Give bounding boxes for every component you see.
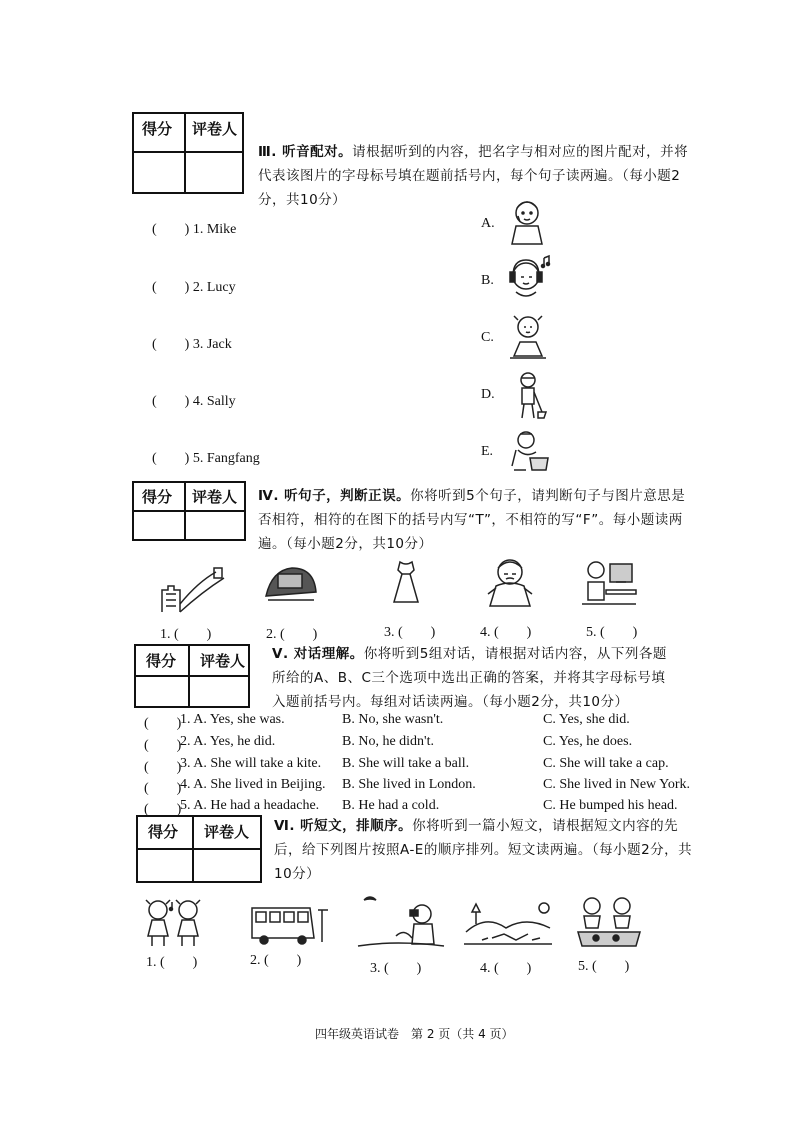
- family-picnic-picture: [574, 894, 644, 950]
- s6-label-1[interactable]: 1. ( ): [146, 955, 198, 970]
- s3-item-5: ( ) 5. Fangfang: [152, 451, 260, 466]
- boy-washing-picture: [506, 428, 552, 476]
- option-b: B. She will take a ball.: [342, 756, 470, 771]
- s6-label-2[interactable]: 2. ( ): [250, 953, 302, 968]
- girls-singing-picture: [138, 896, 210, 948]
- girl-thinking-picture: [506, 196, 548, 246]
- answer-bracket[interactable]: ( ): [152, 222, 190, 237]
- s4-label-3[interactable]: 3. ( ): [384, 625, 436, 640]
- s4-label-5[interactable]: 5. ( ): [586, 625, 638, 640]
- girl-reading-picture: [506, 312, 550, 362]
- answer-bracket[interactable]: ( ): [152, 394, 190, 409]
- girl-headphones-picture: [502, 252, 554, 302]
- s4-label-4[interactable]: 4. ( ): [480, 625, 532, 640]
- option-a: 3. A. She will take a kite.: [180, 756, 322, 771]
- boy-sweeping-picture: [508, 370, 548, 422]
- option-letter-d: D.: [481, 387, 495, 402]
- section6-title: Ⅵ. 听短文，排顺序。: [274, 818, 413, 834]
- section6-instruction: 你将听到一篇小短文，请根据短文内容的先后，给下列图片按照A-E的顺序排列。短文读两遍。（每小题2分，共10分）: [274, 818, 693, 882]
- option-letter-c: C.: [481, 330, 494, 345]
- option-a: 5. A. He had a headache.: [180, 798, 320, 813]
- option-b: B. No, he didn't.: [342, 734, 434, 749]
- answer-bracket[interactable]: ( ): [144, 716, 182, 731]
- section5-instruction: 你将听到5组对话，请根据对话内容，从下列各题所给的A、B、C三个选项中选出正确的答案，并将其字母标号填入题前括号内。每组对话读两遍。（每小题2分，共10分）: [272, 646, 667, 710]
- option-letter-e: E.: [481, 444, 494, 459]
- option-c: C. She will take a cap.: [543, 756, 669, 771]
- score-label: 得分: [142, 120, 173, 138]
- s6-label-4[interactable]: 4. ( ): [480, 961, 532, 976]
- answer-bracket[interactable]: ( ): [152, 280, 190, 295]
- section3-instruction: 请根据听到的内容，把名字与相对应的图片配对，并将代表该图片的字母标号填在题前括号内，每个句子读两遍。（每小题2分，共10分）: [258, 144, 689, 208]
- answer-bracket[interactable]: ( ): [144, 760, 182, 775]
- option-b: B. She lived in London.: [342, 777, 476, 792]
- answer-bracket[interactable]: ( ): [144, 802, 182, 817]
- score-label: 得分: [142, 488, 173, 506]
- option-c: C. Yes, he does.: [543, 734, 633, 749]
- computer-picture: [578, 556, 638, 610]
- dress-picture: [386, 558, 426, 606]
- section6-heading: [274, 814, 694, 886]
- grader-label: 评卷人: [204, 823, 250, 841]
- score-box-section6: [136, 815, 262, 883]
- score-label: 得分: [146, 652, 177, 670]
- option-a: 1. A. Yes, she was.: [180, 712, 285, 727]
- boy-photo-picture: [356, 890, 446, 950]
- section4-title: Ⅳ. 听句子，判断正误。: [258, 488, 411, 504]
- grader-label: 评卷人: [200, 652, 246, 670]
- answer-bracket[interactable]: ( ): [144, 738, 182, 753]
- great-wall-picture: [158, 564, 228, 616]
- score-box-section4: [132, 481, 246, 541]
- option-c: C. She lived in New York.: [543, 777, 691, 792]
- answer-bracket[interactable]: ( ): [152, 337, 190, 352]
- s6-label-3[interactable]: 3. ( ): [370, 961, 422, 976]
- bed-picture: [262, 560, 320, 606]
- bus-picture: [248, 898, 334, 946]
- park-picture: [462, 898, 554, 950]
- option-b: B. He had a cold.: [342, 798, 440, 813]
- option-letter-b: B.: [481, 273, 494, 288]
- page-footer: 四年级英语试卷 第 2 页（共 4 页）: [315, 1027, 514, 1041]
- section3-title: Ⅲ. 听音配对。: [258, 144, 353, 160]
- answer-bracket[interactable]: ( ): [144, 781, 182, 796]
- section4-heading: [258, 484, 688, 556]
- s4-label-1[interactable]: 1. ( ): [160, 627, 212, 642]
- section3-heading: [258, 140, 698, 212]
- score-box-section5: [134, 644, 250, 708]
- option-a: 4. A. She lived in Beijing.: [180, 777, 326, 792]
- option-letter-a: A.: [481, 216, 495, 231]
- s3-item-3: ( ) 3. Jack: [152, 337, 232, 352]
- section5-title: Ⅴ. 对话理解。: [272, 646, 364, 662]
- section4-instruction: 你将听到5个句子，请判断句子与图片意思是否相符，相符的在图下的括号内写“T”，不相符的写“F”。每小题读两遍。（每小题2分，共10分）: [258, 488, 686, 552]
- answer-bracket[interactable]: ( ): [152, 451, 190, 466]
- score-box-section3: [132, 112, 244, 194]
- option-c: C. Yes, she did.: [543, 712, 630, 727]
- grader-label: 评卷人: [192, 488, 238, 506]
- score-label: 得分: [148, 823, 179, 841]
- s4-label-2[interactable]: 2. ( ): [266, 627, 318, 642]
- s3-item-1: ( ) 1. Mike: [152, 222, 237, 237]
- section5-heading: [272, 642, 672, 714]
- grader-label: 评卷人: [192, 120, 238, 138]
- girl-sick-picture: [482, 554, 538, 610]
- option-c: C. He bumped his head.: [543, 798, 678, 813]
- s3-item-2: ( ) 2. Lucy: [152, 280, 236, 295]
- s3-item-4: ( ) 4. Sally: [152, 394, 236, 409]
- s6-label-5[interactable]: 5. ( ): [578, 959, 630, 974]
- option-a: 2. A. Yes, he did.: [180, 734, 276, 749]
- option-b: B. No, she wasn't.: [342, 712, 444, 727]
